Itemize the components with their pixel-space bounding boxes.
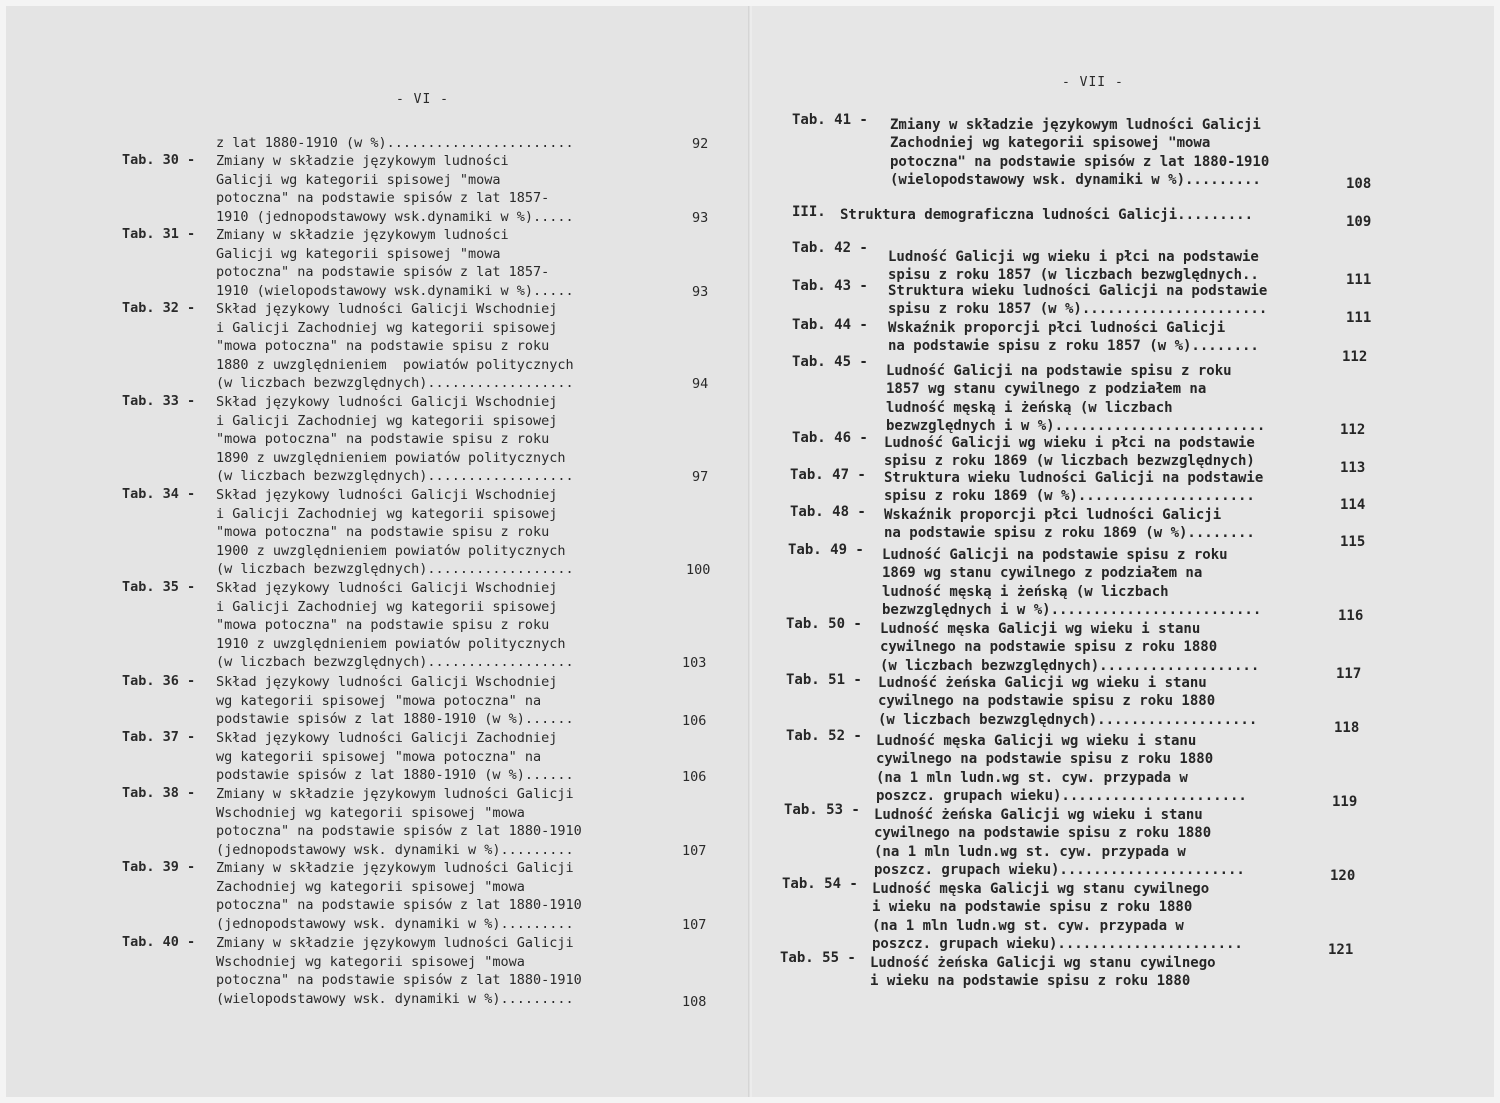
- toc-entry-label: Tab. 43 -: [792, 278, 868, 294]
- toc-entry-text: Skład językowy ludności Galicji Zachodniej wg kategorii spisowej "mowa potoczna" na podstawie spisów z lat 1880-1910 (w %)......: [216, 730, 574, 784]
- right-page: [752, 6, 1494, 1097]
- toc-entry-text: Wskaźnik proporcji płci ludności Galicji na podstawie spisu z roku 1857 (w %)........: [888, 320, 1259, 355]
- toc-entry-text: Zmiany w składzie językowym ludności Galicji Zachodniej wg kategorii spisowej "mowa potoczna" na podstawie spisów z lat 1880-1910 (jednopodstawowy wsk. dynamiki w %).........: [216, 860, 582, 932]
- toc-entry-page: 114: [1340, 497, 1366, 513]
- toc-entry-page: 100: [686, 562, 711, 578]
- toc-entry-label: Tab. 54 -: [782, 876, 858, 892]
- toc-entry-text: Ludność żeńska Galicji wg wieku i stanu cywilnego na podstawie spisu z roku 1880 (na 1 mln ludn.wg st. cyw. przypada w poszcz. grupach wieku)......................: [874, 807, 1245, 878]
- right-page-number: - VII -: [1062, 75, 1124, 90]
- toc-entry-page: 107: [682, 843, 707, 859]
- toc-entry-text: Skład językowy ludności Galicji Wschodniej i Galicji Zachodniej wg kategorii spisowej "mowa potoczna" na podstawie spisu z roku 1910 z uwzględnieniem powiatów politycznych (w liczbach bezwzględnych)..................: [216, 580, 574, 671]
- toc-entry-page: 97: [692, 469, 709, 485]
- toc-entry-text: Ludność żeńska Galicji wg stanu cywilnego i wieku na podstawie spisu z roku 1880: [870, 955, 1216, 990]
- toc-entry-label: Tab. 41 -: [792, 112, 868, 128]
- toc-entry-page: 108: [1346, 176, 1372, 192]
- toc-entry-label: Tab. 46 -: [792, 430, 868, 446]
- toc-entry-text: Skład językowy ludności Galicji Wschodniej wg kategorii spisowej "mowa potoczna" na podstawie spisów z lat 1880-1910 (w %)......: [216, 674, 574, 728]
- toc-entry-label: Tab. 52 -: [786, 728, 862, 744]
- toc-entry-label: Tab. 40 -: [122, 934, 196, 950]
- toc-entry-label: Tab. 33 -: [122, 393, 196, 409]
- toc-entry-page: 93: [692, 210, 709, 226]
- toc-entry-text: Struktura wieku ludności Galicji na podstawie spisu z roku 1869 (w %).....................: [884, 470, 1264, 505]
- toc-entry-label: Tab. 32 -: [122, 300, 196, 316]
- toc-entry-page: 106: [682, 769, 707, 785]
- toc-entry-text: Ludność Galicji wg wieku i płci na podstawie spisu z roku 1857 (w liczbach bezwględnych..: [888, 249, 1259, 284]
- toc-entry-page: 112: [1342, 349, 1368, 365]
- toc-entry-label: Tab. 35 -: [122, 579, 196, 595]
- toc-entry-label: Tab. 31 -: [122, 226, 196, 242]
- toc-entry-page: 118: [1334, 720, 1360, 736]
- toc-entry-label: Tab. 44 -: [792, 317, 868, 333]
- book-spread: [6, 6, 1494, 1097]
- toc-entry-page: 111: [1346, 310, 1372, 326]
- toc-entry-text: Zmiany w składzie językowym ludności Galicji wg kategorii spisowej "mowa potoczna" na podstawie spisów z lat 1857- 1910 (jednopodstawowy wsk.dynamiki w %).....: [216, 153, 574, 225]
- toc-entry-text: Struktura demograficzna ludności Galicji.........: [840, 207, 1254, 223]
- toc-entry-text: Ludność męska Galicji wg wieku i stanu cywilnego na podstawie spisu z roku 1880 (w liczbach bezwzględnych)...................: [880, 621, 1260, 674]
- toc-entry-text: Struktura wieku ludności Galicji na podstawie spisu z roku 1857 (w %)......................: [888, 283, 1268, 318]
- toc-entry-page: 115: [1340, 534, 1366, 550]
- toc-entry-text: Ludność męska Galicji wg stanu cywilnego i wieku na podstawie spisu z roku 1880 (na 1 mln ludn.wg st. cyw. przypada w poszcz. grupach wieku)......................: [872, 881, 1243, 952]
- toc-entry-text: Ludność Galicji na podstawie spisu z roku 1857 wg stanu cywilnego z podziałem na ludność męską i żeńską (w liczbach bezwzględnych i w %).........................: [886, 363, 1266, 434]
- toc-entry-text: Wskaźnik proporcji płci ludności Galicji na podstawie spisu z roku 1869 (w %)........: [884, 507, 1255, 542]
- toc-entry-text: Ludność męska Galicji wg wieku i stanu cywilnego na podstawie spisu z roku 1880 (na 1 mln ludn.wg st. cyw. przypada w poszcz. grupach wieku)......................: [876, 733, 1247, 804]
- toc-entry-label: Tab. 42 -: [792, 240, 868, 256]
- left-page-number: - VI -: [396, 92, 449, 107]
- toc-entry-text: Skład językowy ludności Galicji Wschodniej i Galicji Zachodniej wg kategorii spisowej "mowa potoczna" na podstawie spisu z roku 1900 z uwzględnieniem powiatów politycznych (w liczbach bezwzględnych)..................: [216, 487, 574, 578]
- left-page: [6, 6, 750, 1097]
- toc-entry-text: Zmiany w składzie językowym ludności Galicji Wschodniej wg kategorii spisowej "mowa potoczna" na podstawie spisów z lat 1880-1910 (jednopodstawowy wsk. dynamiki w %).........: [216, 786, 582, 858]
- toc-entry-label: Tab. 38 -: [122, 785, 196, 801]
- toc-entry-page: 116: [1338, 608, 1364, 624]
- toc-entry-label: Tab. 48 -: [790, 504, 866, 520]
- toc-entry-label: Tab. 30 -: [122, 152, 196, 168]
- toc-entry-page: 113: [1340, 460, 1366, 476]
- toc-entry-label: Tab. 55 -: [780, 950, 856, 966]
- toc-entry-page: 103: [682, 655, 707, 671]
- toc-entry-page: 108: [682, 994, 707, 1010]
- toc-entry-text: Zmiany w składzie językowym ludności Galicji Wschodniej wg kategorii spisowej "mowa potoczna" na podstawie spisów z lat 1880-1910 (wielopodstawowy wsk. dynamiki w %).........: [216, 935, 582, 1007]
- toc-entry-page: 92: [692, 136, 709, 152]
- toc-entry-text: Skład językowy ludności Galicji Wschodniej i Galicji Zachodniej wg kategorii spisowej "mowa potoczna" na podstawie spisu z roku 1890 z uwzględnieniem powiatów politycznych (w liczbach bezwzględnych)..................: [216, 394, 574, 485]
- toc-entry-text: Ludność Galicji na podstawie spisu z roku 1869 wg stanu cywilnego z podziałem na ludność męską i żeńską (w liczbach bezwzględnych i w %).........................: [882, 547, 1262, 618]
- toc-entry-label: Tab. 50 -: [786, 616, 862, 632]
- toc-entry-label: III.: [792, 204, 826, 220]
- toc-entry-page: 119: [1332, 794, 1358, 810]
- toc-entry-label: Tab. 45 -: [792, 354, 868, 370]
- toc-entry-text: Ludność żeńska Galicji wg wieku i stanu cywilnego na podstawie spisu z roku 1880 (w liczbach bezwzględnych)...................: [878, 675, 1258, 728]
- toc-entry-label: Tab. 51 -: [786, 672, 862, 688]
- toc-entry-page: 120: [1330, 868, 1356, 884]
- toc-entry-label: Tab. 47 -: [790, 467, 866, 483]
- toc-entry-label: Tab. 53 -: [784, 802, 860, 818]
- toc-entry-page: 111: [1346, 272, 1372, 288]
- toc-entry-text: Ludność Galicji wg wieku i płci na podstawie spisu z roku 1869 (w liczbach bezwzględnych): [884, 435, 1255, 470]
- toc-entry-label: Tab. 39 -: [122, 859, 196, 875]
- toc-entry-label: Tab. 34 -: [122, 486, 196, 502]
- toc-entry-page: 93: [692, 284, 709, 300]
- toc-entry-label: Tab. 36 -: [122, 673, 196, 689]
- toc-entry-text: Zmiany w składzie językowym ludności Galicji Zachodniej wg kategorii spisowej "mowa potoczna" na podstawie spisów z lat 1880-1910 (wielopodstawowy wsk. dynamiki w %).........: [890, 117, 1270, 188]
- toc-entry-page: 117: [1336, 666, 1362, 682]
- toc-entry-page: 121: [1328, 942, 1354, 958]
- toc-entry-page: 109: [1346, 214, 1372, 230]
- toc-entry-label: Tab. 49 -: [788, 542, 864, 558]
- toc-entry-page: 107: [682, 917, 707, 933]
- toc-entry-page: 106: [682, 713, 707, 729]
- toc-entry-text: Skład językowy ludności Galicji Wschodniej i Galicji Zachodniej wg kategorii spisowej "mowa potoczna" na podstawie spisu z roku 1880 z uwzględnieniem powiatów politycznych (w liczbach bezwzględnych)..................: [216, 301, 574, 392]
- toc-entry-page: 112: [1340, 422, 1366, 438]
- toc-entry-text: z lat 1880-1910 (w %).......................: [216, 135, 574, 151]
- toc-entry-page: 94: [692, 376, 709, 392]
- toc-entry-text: Zmiany w składzie językowym ludności Galicji wg kategorii spisowej "mowa potoczna" na podstawie spisów z lat 1857- 1910 (wielopodstawowy wsk.dynamiki w %).....: [216, 227, 574, 299]
- toc-entry-label: Tab. 37 -: [122, 729, 196, 745]
